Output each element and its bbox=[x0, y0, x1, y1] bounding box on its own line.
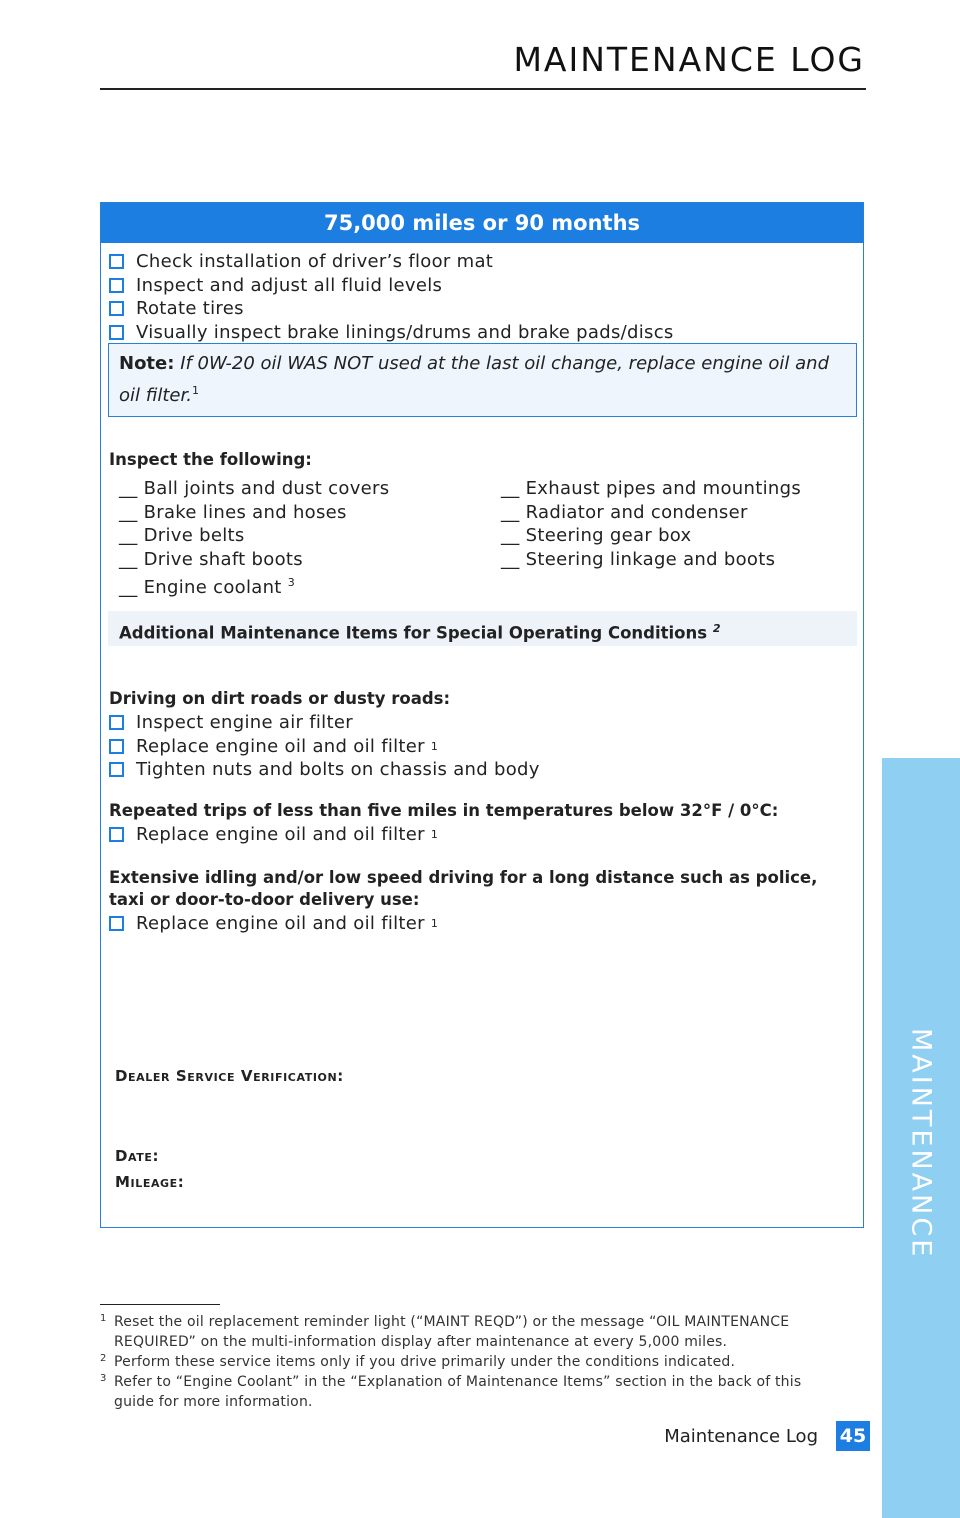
inspect-list-right bbox=[501, 477, 801, 571]
footnote-ref: 1 bbox=[430, 828, 439, 841]
check-item-label: Replace engine oil and oil filter bbox=[136, 824, 425, 845]
footnote-divider bbox=[100, 1304, 220, 1305]
mileage-label: Mileage: bbox=[115, 1173, 185, 1191]
check-list bbox=[109, 250, 674, 344]
condition-section bbox=[109, 867, 854, 936]
checkbox-icon[interactable] bbox=[109, 325, 124, 340]
note-label: Note: bbox=[119, 353, 175, 374]
check-item-label: Replace engine oil and oil filter bbox=[136, 735, 425, 757]
check-item bbox=[109, 250, 674, 274]
footnotes bbox=[100, 1312, 840, 1412]
inspect-item: __ Ball joints and dust covers bbox=[119, 478, 390, 499]
additional-items-label: Additional Maintenance Items for Special Operating Conditions bbox=[119, 623, 708, 643]
check-item-label: Inspect and adjust all fluid levels bbox=[136, 274, 443, 296]
inspect-item: __ Brake lines and hoses bbox=[119, 501, 347, 523]
checkbox-icon[interactable] bbox=[109, 762, 124, 777]
condition-heading: Extensive idling and/or low speed driving for a long distance such as police, taxi or door-to-door delivery use: bbox=[109, 868, 818, 909]
check-item bbox=[109, 711, 540, 735]
check-item bbox=[109, 297, 674, 321]
side-tab bbox=[882, 758, 960, 1518]
side-tab-label: MAINTENANCE bbox=[905, 1028, 937, 1260]
additional-items-heading bbox=[108, 611, 857, 646]
checkbox-icon[interactable] bbox=[109, 827, 124, 842]
check-item bbox=[109, 823, 778, 847]
footnote-number: 1 bbox=[100, 1313, 107, 1324]
footnote-number: 3 bbox=[100, 1373, 107, 1384]
check-item bbox=[109, 912, 854, 936]
page-title: MAINTENANCE LOG bbox=[513, 40, 865, 79]
dealer-verification-label: Dealer Service Verification: bbox=[115, 1067, 344, 1085]
footnote-ref: 3 bbox=[287, 576, 295, 589]
check-item bbox=[109, 321, 674, 345]
inspect-item: __ Steering gear box bbox=[501, 525, 692, 546]
check-item-label: Check installation of driver’s floor mat bbox=[136, 251, 494, 272]
inspect-item: __ Drive belts bbox=[119, 525, 245, 546]
note-text: If 0W-20 oil WAS NOT used at the last oil change, replace engine oil and oil filter. bbox=[119, 353, 830, 406]
footer-section-label: Maintenance Log bbox=[664, 1426, 818, 1447]
check-item bbox=[109, 735, 540, 759]
inspect-item: __ Exhaust pipes and mountings bbox=[501, 478, 801, 499]
page-number: 45 bbox=[836, 1421, 870, 1451]
check-item-label: Replace engine oil and oil filter bbox=[136, 913, 425, 934]
condition-heading: Repeated trips of less than five miles in temperatures below 32°F / 0°C: bbox=[109, 801, 779, 820]
condition-section bbox=[109, 800, 778, 847]
condition-section bbox=[109, 688, 540, 782]
footnote-text: Perform these service items only if you drive primarily under the conditions indicated. bbox=[114, 1354, 736, 1370]
footnote-ref: 1 bbox=[191, 384, 199, 397]
inspect-item: __ Radiator and condenser bbox=[501, 501, 748, 523]
footnote-ref: 2 bbox=[712, 622, 721, 635]
inspect-list-left bbox=[119, 477, 389, 600]
condition-heading: Driving on dirt roads or dusty roads: bbox=[109, 689, 451, 708]
maintenance-box bbox=[100, 202, 864, 1228]
checkbox-icon[interactable] bbox=[109, 916, 124, 931]
checkbox-icon[interactable] bbox=[109, 301, 124, 316]
footnote bbox=[100, 1372, 840, 1412]
footnote bbox=[100, 1312, 840, 1352]
inspect-item: __ Steering linkage and boots bbox=[501, 548, 776, 570]
footnote-text: Reset the oil replacement reminder light (“MAINT REQD”) or the message “OIL MAINTENANCE REQUIRED” on the multi-information display after maintenance at every 5,000 miles. bbox=[114, 1314, 790, 1350]
check-item bbox=[109, 274, 674, 298]
inspect-item: __ Drive shaft boots bbox=[119, 548, 303, 570]
interval-header: 75,000 miles or 90 months bbox=[101, 203, 863, 243]
checkbox-icon[interactable] bbox=[109, 715, 124, 730]
check-item bbox=[109, 758, 540, 782]
footnote-text: Refer to “Engine Coolant” in the “Explanation of Maintenance Items” section in the back of this guide for more information. bbox=[114, 1374, 802, 1410]
checkbox-icon[interactable] bbox=[109, 254, 124, 269]
checkbox-icon[interactable] bbox=[109, 278, 124, 293]
checkbox-icon[interactable] bbox=[109, 739, 124, 754]
check-item-label: Inspect engine air filter bbox=[136, 712, 353, 733]
title-divider bbox=[100, 88, 866, 90]
footnote-ref: 1 bbox=[430, 917, 439, 930]
footnote bbox=[100, 1352, 840, 1372]
check-item-label: Rotate tires bbox=[136, 298, 244, 319]
check-item-label: Visually inspect brake linings/drums and brake pads/discs bbox=[136, 321, 674, 343]
date-label: Date: bbox=[115, 1147, 160, 1165]
inspect-heading: Inspect the following: bbox=[109, 450, 312, 469]
check-item-label: Tighten nuts and bolts on chassis and body bbox=[136, 759, 540, 780]
inspect-item: __ Engine coolant $^3$ bbox=[119, 576, 295, 598]
footnote-number: 2 bbox=[100, 1353, 107, 1364]
note-box bbox=[108, 343, 857, 417]
footnote-ref: 1 bbox=[430, 739, 439, 753]
